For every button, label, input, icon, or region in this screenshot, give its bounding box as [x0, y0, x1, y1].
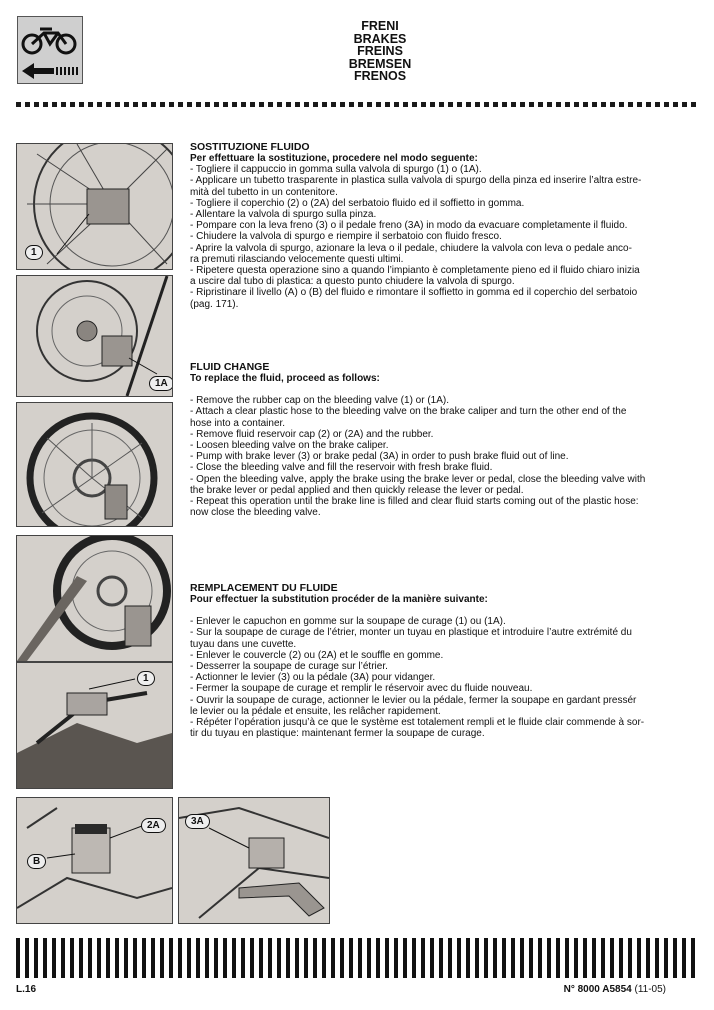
text-line: - Pompare con la leva freno (3) o il pedale freno (3A) in modo da evacuare completamente il fluido.	[190, 220, 628, 232]
text-line: - Ripetere questa operazione sino a quando l’impianto è completamente pieno ed il fluido chiaro inizia	[190, 265, 640, 277]
text-line: - Ouvrir la soupape de curage, actionner le levier ou la pédale, fermer la soupape en gardant pressér	[190, 694, 637, 706]
page-number: L.16	[16, 984, 37, 995]
text-line: - Togliere il cappuccio in gomma sulla valvola di spurgo (1) o (1A).	[190, 164, 482, 176]
text-line: tuyau dans une cuvette.	[190, 638, 297, 650]
text-line: ra premuti rilasciando velocemente questi ultimi.	[190, 253, 404, 265]
text-line: - Remove fluid reservoir cap (2) or (2A) and the rubber.	[190, 428, 434, 440]
document-number: N° 8000 A5854	[563, 984, 632, 995]
text-line: - Remove the rubber cap on the bleeding valve (1) or (1A).	[190, 395, 450, 407]
section-intro-it: Per effettuare la sostituzione, procedere nel modo seguente:	[190, 153, 478, 164]
section-title-fr: REMPLACEMENT DU FLUIDE	[190, 582, 338, 594]
text-line: - Repeat this operation until the brake line is filled and clear fluid starts coming out of the plastic hose:	[190, 496, 639, 508]
title-es: FRENOS	[353, 69, 407, 83]
callout-b: B	[27, 854, 46, 869]
text-line: - Applicare un tubetto trasparente in plastica sulla valvola di spurgo della pinza ed inserire l’altra estre-	[190, 175, 642, 187]
section-french	[190, 582, 660, 739]
section-title-it: SOSTITUZIONE FLUIDO	[190, 141, 310, 153]
text-line: - Ripristinare il livello (A) o (B) del fluido e rimontare il soffietto in gomma ed il coperchio del serbatoio	[190, 287, 638, 299]
text-line: - Togliere il coperchio (2) o (2A) del serbatoio fluido ed il soffietto in gomma.	[190, 197, 525, 209]
text-line: le levier ou la pédale et ensuite, les relâcher rapidement.	[190, 705, 441, 717]
text-line: - Allentare la valvola di spurgo sulla pinza.	[190, 209, 377, 221]
photo-front-caliper-1	[16, 143, 173, 270]
document-reference	[564, 984, 666, 995]
title-it: FRENI	[361, 19, 399, 33]
text-line: - Desserrer la soupape de curage sur l’étrier.	[190, 661, 388, 673]
text-line: - Chiudere la valvola di spurgo e riempire il serbatoio con fluido fresco.	[190, 231, 502, 243]
callout-3a: 3A	[185, 814, 210, 829]
section-intro-en: To replace the fluid, proceed as follows:	[190, 373, 380, 384]
text-line: - Sur la soupape de curage de l’étrier, monter un tuyau en plastique et introduire l’autre extrémité du	[190, 627, 632, 639]
text-line: - Aprire la valvola di spurgo, azionare la leva o il pedale, chiudere la valvola con leva o pedale anco-	[190, 242, 632, 254]
text-line: - Loosen bleeding valve on the brake caliper.	[190, 440, 389, 452]
text-line: a uscire dal tubo di plastica: a questo punto chiudere la valvola di spurgo.	[190, 276, 515, 288]
text-line: mità del tubetto in un contenitore.	[190, 186, 338, 198]
text-line: - Actionner le levier (3) ou la pédale (3A) pour vidanger.	[190, 672, 436, 684]
text-line: - Enlever le capuchon en gomme sur la soupape de curage (1) ou (1A).	[190, 616, 506, 628]
text-line: - Pump with brake lever (3) or brake pedal (3A) in order to push brake fluid out of line.	[190, 451, 569, 463]
header-divider	[16, 102, 698, 107]
title-en: BRAKES	[353, 31, 407, 46]
photo-rear-brake-pedal	[178, 797, 330, 924]
text-line: tir du tuyau en plastique: maintenant fermer la soupape de curage.	[190, 728, 485, 740]
text-line: - Répéter l’opération jusqu’à ce que le système est totalement rempli et le fluide clair commende à sor-	[190, 717, 645, 729]
photo-front-caliper-1a	[16, 275, 173, 397]
text-line: - Close the bleeding valve and fill the reservoir with fresh brake fluid.	[190, 462, 493, 474]
title-fr: FREINS	[357, 44, 403, 58]
section-english	[190, 361, 660, 518]
callout-lever-1: 1	[137, 671, 155, 686]
motorcycle-icon	[18, 17, 82, 83]
text-line: - Attach a clear plastic hose to the bleeding valve on the brake caliper and turn the other end of the	[190, 406, 627, 418]
callout-1a: 1A	[149, 376, 173, 391]
text-line: (pag. 171).	[190, 298, 239, 310]
text-line: - Open the bleeding valve, apply the brake using the brake lever or pedal, close the bleeding valve with	[190, 473, 646, 485]
photo-front-wheel	[16, 402, 173, 527]
section-intro-fr: Pour effectuer la substitution procéder de la manière suivante:	[190, 594, 488, 605]
text-line: - Enlever le couvercle (2) ou (2A) et le souffle en gomme.	[190, 649, 444, 661]
footer-barcode	[16, 938, 698, 978]
callout-1: 1	[25, 245, 43, 260]
page-titles	[250, 20, 510, 83]
section-italian	[190, 141, 660, 310]
text-line: - Fermer la soupape de curage et remplir le réservoir avec du fluide nouveau.	[190, 683, 533, 695]
section-logo	[17, 16, 83, 84]
section-title-en: FLUID CHANGE	[190, 361, 270, 373]
callout-2a: 2A	[141, 818, 166, 833]
photo-handlebar-lever	[16, 662, 173, 789]
title-de: BREMSEN	[348, 56, 412, 71]
photo-front-reservoir	[16, 797, 173, 924]
document-date: (11-05)	[634, 984, 666, 995]
text-line: the brake lever or pedal applied and then quickly release the lever or pedal.	[190, 484, 524, 496]
text-line: hose into a container.	[190, 417, 286, 429]
photo-rear-wheel	[16, 535, 173, 662]
text-line: now close the bleeding valve.	[190, 507, 321, 519]
